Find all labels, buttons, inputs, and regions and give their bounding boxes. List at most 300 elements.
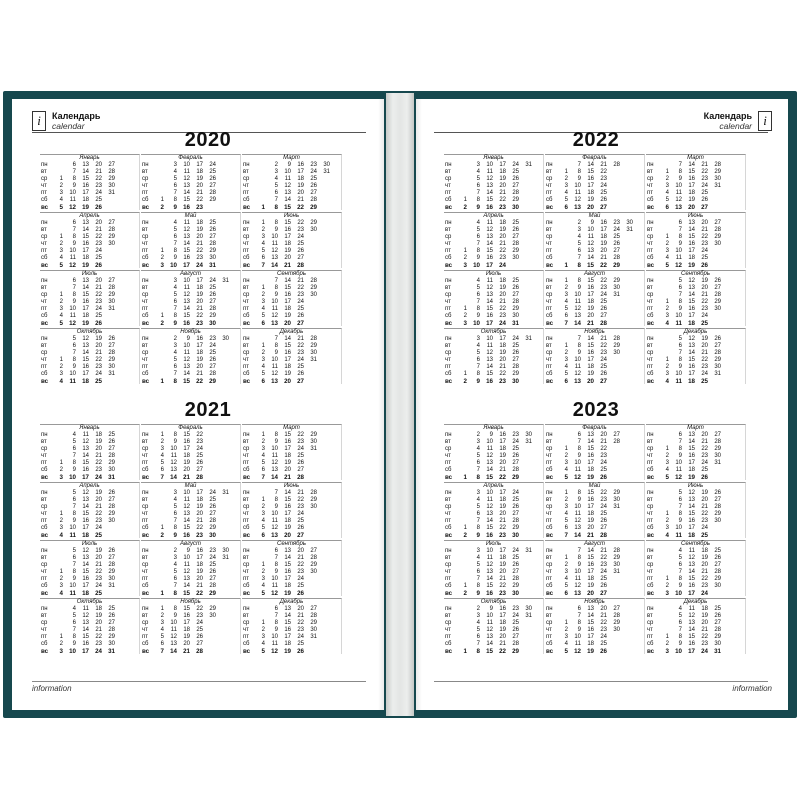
day-cell: 22 [95,634,102,640]
week-row [646,357,745,364]
day-cell: 16 [587,453,594,459]
weekday-label: вт [647,613,653,619]
day-cell: 19 [587,371,594,377]
week-row [141,371,240,378]
day-cell: 9 [72,641,76,647]
week-row [545,190,644,197]
day-cell: 14 [183,371,190,377]
day-cell [254,606,267,613]
month-name: Май [588,213,601,219]
day-cell [52,162,65,169]
day-cell: 15 [688,169,695,175]
weekday-label: чт [647,569,653,575]
weekday-label: сб [243,525,250,531]
day-cell: 12 [486,285,493,291]
week-row [545,241,644,248]
day-cell: 18 [688,532,695,539]
day-cell: 15 [183,378,190,385]
day-cell: 16 [82,467,89,473]
day-cell: 6 [476,357,480,363]
week-row [545,364,644,371]
month-name: Август [583,541,606,547]
day-cell: 22 [196,248,203,254]
day-cell: 5 [678,278,682,284]
weekday-label: пн [546,278,553,284]
day-cell: 5 [665,197,669,203]
week-row [646,518,745,525]
month-name: Март [283,155,300,161]
weekday-label: ср [142,176,149,182]
week-row [40,220,139,227]
day-cell: 23 [701,176,708,182]
day-cell: 2 [564,285,568,291]
weekday-label: пн [445,432,452,438]
day-cell: 18 [196,285,203,291]
day-cell: 26 [209,504,216,510]
day-cell: 28 [297,474,304,481]
day-cell: 5 [476,285,480,291]
weekday-label: пт [142,460,148,466]
day-cell: 30 [310,350,317,356]
day-cell [456,343,469,350]
day-cell: 12 [183,504,190,510]
week-row [545,583,644,590]
day-cell: 14 [688,162,695,168]
month-name: Август [179,271,202,277]
day-cell: 16 [587,285,594,291]
day-cell: 6 [72,343,76,349]
day-cell: 21 [499,190,506,196]
weekday-label: пн [142,490,149,496]
day-cell: 2 [160,613,164,619]
day-cell: 28 [108,453,115,459]
day-cell: 26 [701,262,708,269]
week-row [646,620,745,627]
header-title: Календарь [52,111,101,121]
day-cell: 30 [108,364,115,370]
week-row [40,446,139,453]
day-cell: 31 [108,474,115,481]
day-cell: 24 [95,583,102,589]
day-cell: 2 [665,306,669,312]
day-cell: 15 [688,357,695,363]
day-cell: 19 [196,292,203,298]
day-cell [456,548,469,555]
day-cell: 15 [688,576,695,582]
week-row [646,432,745,439]
day-cell: 17 [284,357,291,363]
day-cell: 16 [284,227,291,233]
weekday-label: ср [647,176,654,182]
day-cell: 13 [675,204,682,211]
weekday-label: вт [445,285,451,291]
day-cell: 5 [564,197,568,203]
day-cell: 13 [284,606,291,612]
weekday-label: чт [41,453,47,459]
day-cell: 25 [209,497,216,503]
day-cell: 26 [512,227,519,233]
weekday-label: ср [647,234,654,240]
day-cell: 5 [564,371,568,377]
day-cell: 10 [675,313,682,319]
day-cell: 16 [82,641,89,647]
left-page [12,99,384,710]
day-cell: 1 [261,432,265,438]
month-block [545,212,645,268]
day-cell: 18 [499,497,506,503]
day-cell: 3 [59,306,63,312]
day-cell: 12 [271,460,278,466]
day-cell: 2 [160,439,164,445]
day-cell: 26 [95,320,102,327]
week-row [444,490,543,497]
day-cell: 25 [209,169,216,175]
week-row [141,511,240,518]
weekday-label: вс [142,532,150,539]
day-cell [658,613,671,620]
day-cell: 8 [678,299,682,305]
day-cell: 29 [512,474,519,481]
day-cell: 24 [95,525,102,531]
week-row [141,613,240,620]
week-row [141,641,240,648]
day-cell: 28 [714,292,721,298]
day-cell: 29 [209,313,216,319]
day-cell: 4 [59,313,63,319]
day-cell: 12 [183,176,190,182]
week-row [545,220,644,227]
day-cell: 21 [297,490,304,496]
day-cell: 20 [284,378,291,385]
weekday-label: пт [445,460,451,466]
weekday-label: ср [647,620,654,626]
day-cell [52,278,65,285]
day-cell: 27 [310,190,317,196]
day-cell: 15 [587,490,594,496]
week-row [545,371,644,378]
day-cell: 3 [160,446,164,452]
day-cell: 3 [476,548,480,554]
week-row [646,336,745,343]
weekday-label: пн [546,432,553,438]
day-cell: 12 [587,241,594,247]
week-row [40,350,139,357]
week-row [646,364,745,371]
day-cell: 25 [600,467,607,473]
weekday-label: чт [546,511,552,517]
day-cell: 12 [688,278,695,284]
day-cell: 19 [587,518,594,524]
day-cell: 27 [108,278,115,284]
day-cell: 8 [476,306,480,312]
day-cell: 23 [196,204,203,211]
day-cell: 23 [499,532,506,539]
weekday-label: пн [142,606,149,612]
day-cell: 2 [564,176,568,182]
day-cell: 9 [72,518,76,524]
day-cell: 1 [665,634,669,640]
day-cell: 20 [499,292,506,298]
weekday-label: сб [445,525,452,531]
day-cell: 21 [95,504,102,510]
day-cell: 16 [183,204,190,211]
weekday-label: чт [445,183,451,189]
weekday-label: вт [445,497,451,503]
weekday-label: ср [142,292,149,298]
day-cell: 6 [261,378,265,385]
week-row [545,576,644,583]
day-cell [153,227,166,234]
day-cell: 21 [196,518,203,524]
day-cell: 10 [486,162,493,168]
week-row [40,241,139,248]
day-cell: 12 [271,371,278,377]
day-cell: 25 [600,299,607,305]
day-cell: 19 [284,248,291,254]
day-cell: 9 [577,627,581,633]
day-cell: 11 [688,606,695,612]
day-cell: 30 [714,518,721,524]
day-cell: 25 [95,313,102,319]
day-cell: 14 [486,364,493,370]
weekday-label: вс [243,378,251,385]
day-cell: 25 [701,467,708,473]
week-row [40,641,139,648]
day-cell: 21 [284,262,291,269]
day-cell: 15 [486,583,493,589]
day-cell: 25 [600,364,607,370]
day-cell [52,439,65,446]
day-cell: 29 [512,371,519,377]
day-cell: 14 [284,555,291,561]
day-cell: 21 [499,364,506,370]
day-cell: 19 [183,460,190,466]
header-subtitle: calendar [719,121,752,131]
day-cell: 9 [72,576,76,582]
week-row [646,569,745,576]
day-cell: 1 [59,292,63,298]
day-cell: 15 [183,248,190,254]
day-cell: 7 [72,453,76,459]
week-row [646,525,745,532]
day-cell: 2 [59,641,63,647]
week-row [40,378,139,385]
day-cell: 21 [297,555,304,561]
day-cell: 13 [688,343,695,349]
day-cell: 20 [499,634,506,640]
day-cell: 6 [678,220,682,226]
day-cell: 21 [701,162,708,168]
day-cell: 16 [486,590,493,597]
day-cell: 15 [82,511,89,517]
day-cell: 9 [186,548,190,554]
day-cell: 20 [196,234,203,240]
day-cell: 11 [675,190,682,196]
weekday-label: сб [647,583,654,589]
weekday-label: ср [546,176,553,182]
week-row [242,562,341,569]
day-cell: 22 [600,555,607,561]
week-row [40,467,139,474]
day-cell: 14 [82,350,89,356]
day-cell: 28 [714,569,721,575]
day-cell: 12 [170,460,177,466]
day-cell [658,562,671,569]
day-cell: 29 [613,555,620,561]
year-title: 2022 [572,129,620,151]
day-cell: 4 [59,590,63,597]
day-cell: 30 [525,432,532,438]
day-cell: 21 [196,306,203,312]
day-cell: 29 [714,576,721,582]
day-cell [153,220,166,227]
day-cell: 1 [261,204,265,211]
day-cell: 9 [173,613,177,619]
week-row [545,504,644,511]
day-cell [456,562,469,569]
day-cell: 27 [512,234,519,240]
day-cell: 28 [310,613,317,619]
day-cell: 12 [486,627,493,633]
week-row [141,336,240,343]
day-cell: 29 [613,262,620,269]
week-row [40,432,139,439]
day-cell: 18 [688,320,695,327]
week-row [40,562,139,569]
week-row [444,378,543,385]
day-cell: 17 [82,525,89,531]
day-cell [52,285,65,292]
day-cell [254,336,267,343]
day-cell: 16 [82,518,89,524]
day-cell [153,183,166,190]
day-cell: 6 [173,183,177,189]
day-cell: 22 [297,285,304,291]
week-row [40,320,139,327]
day-cell: 1 [665,576,669,582]
day-cell: 17 [196,490,203,496]
weekday-label: пт [546,248,552,254]
week-row [141,532,240,539]
day-cell: 20 [701,285,708,291]
week-row [40,248,139,255]
week-row [40,490,139,497]
day-cell: 24 [310,169,317,175]
day-cell: 14 [284,490,291,496]
day-cell: 27 [209,364,216,370]
weekday-label: ср [142,562,149,568]
day-cell: 5 [72,336,76,342]
day-cell: 10 [69,306,76,312]
month-block [545,328,645,384]
weekday-label: вт [41,555,47,561]
day-cell: 24 [196,620,203,626]
day-cell: 9 [489,606,493,612]
month-name: Февраль [582,425,607,431]
day-cell: 7 [261,262,265,269]
day-cell: 17 [284,299,291,305]
weekday-label: сб [142,525,149,531]
day-cell: 22 [701,299,708,305]
day-cell: 22 [499,474,506,481]
week-row [444,241,543,248]
day-cell: 9 [173,320,177,327]
day-cell: 10 [587,227,594,233]
day-cell: 12 [183,292,190,298]
weekday-label: вт [445,343,451,349]
day-cell: 27 [310,548,317,554]
day-cell: 23 [95,467,102,473]
day-cell: 10 [486,548,493,554]
day-cell: 4 [59,378,63,385]
day-cell: 19 [284,371,291,377]
day-cell: 10 [675,248,682,254]
day-cell [456,490,469,497]
month-block [444,212,544,268]
day-cell: 7 [173,306,177,312]
weekday-label: пн [445,278,452,284]
day-cell: 5 [577,241,581,247]
day-cell: 2 [59,518,63,524]
week-row [646,576,745,583]
day-cell: 30 [310,439,317,445]
day-cell: 31 [613,504,620,510]
day-cell: 28 [108,285,115,291]
month-block [242,540,342,596]
week-row [646,169,745,176]
day-cell: 13 [486,292,493,298]
day-cell: 15 [183,313,190,319]
weekday-label: сб [41,641,48,647]
week-row [141,357,240,364]
weekday-label: вт [243,169,249,175]
day-cell: 23 [196,532,203,539]
weekday-label: вт [647,439,653,445]
day-cell: 7 [261,474,265,481]
weekday-label: ср [445,292,452,298]
day-cell [557,336,570,343]
weekday-label: вт [445,227,451,233]
week-row [242,641,341,648]
day-cell: 9 [577,562,581,568]
day-cell: 16 [688,364,695,370]
week-row [40,504,139,511]
day-cell: 13 [183,183,190,189]
day-cell: 3 [564,292,568,298]
day-cell: 16 [688,241,695,247]
day-cell: 22 [196,590,203,597]
weekday-label: пн [445,220,452,226]
day-cell: 14 [486,241,493,247]
day-cell [456,511,469,518]
day-cell: 24 [701,525,708,531]
day-cell: 19 [82,262,89,269]
day-cell: 28 [714,627,721,633]
day-cell: 9 [72,183,76,189]
day-cell: 16 [486,204,493,211]
day-cell: 18 [82,313,89,319]
day-cell: 28 [714,350,721,356]
weekday-label: вс [243,532,251,539]
day-cell [456,569,469,576]
week-row [40,262,139,269]
weekday-label: пт [546,518,552,524]
day-cell: 8 [577,169,581,175]
day-cell: 14 [284,336,291,342]
day-cell: 17 [183,262,190,269]
year-grid-2020 [40,154,342,384]
weekday-label: пт [445,306,451,312]
